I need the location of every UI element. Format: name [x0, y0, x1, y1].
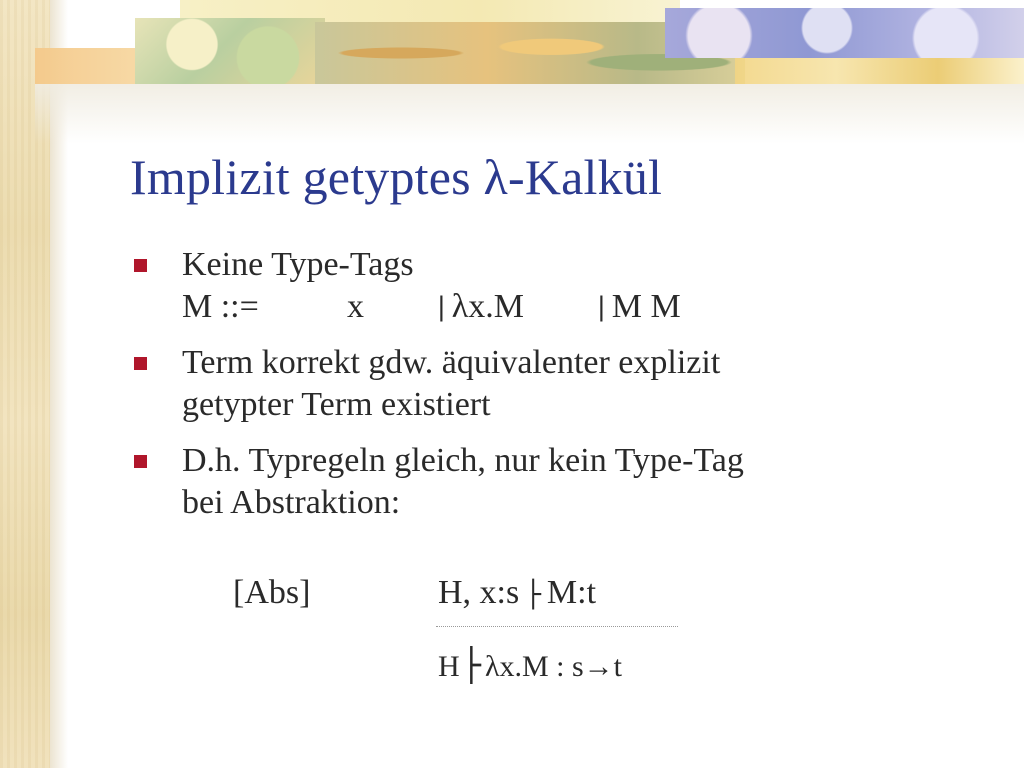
rule-conclusion — [438, 646, 622, 684]
grammar-separator: | — [597, 292, 606, 322]
rule-label: [Abs] — [233, 574, 311, 611]
inference-line — [436, 626, 678, 627]
grammar-lhs: M ::= — [182, 288, 259, 325]
bullet-text: Keine Type-Tags — [182, 246, 414, 283]
conclusion-context: H — [438, 650, 460, 683]
grammar-separator: | — [437, 292, 446, 322]
turnstile-icon: ├ — [525, 580, 541, 610]
bullet-text: Term korrekt gdw. äquivalenter explizit — [182, 344, 721, 381]
premise-context: H, x:s — [438, 574, 520, 611]
bullet-text: bei Abstraktion: — [182, 484, 401, 521]
bullet-text: getypter Term existiert — [182, 386, 491, 423]
grammar-alt-var: x — [347, 288, 364, 325]
top-decorative-banner — [35, 0, 1024, 88]
premise-judgement: M:t — [546, 574, 597, 611]
bullet-square-icon — [134, 455, 147, 468]
bullet-square-icon — [134, 259, 147, 272]
bullet-item — [132, 342, 992, 426]
bullet-square-icon — [134, 357, 147, 370]
conclusion-judgement: λx.M : s→t — [484, 650, 623, 683]
grammar-alt-abs: λx.M — [451, 288, 524, 325]
grammar-line — [182, 286, 992, 328]
bullet-list — [132, 244, 992, 538]
turnstile-icon: ├ — [461, 646, 481, 684]
rule-premise — [438, 574, 596, 612]
slide-title: Implizit getyptes λ-Kalkül — [130, 149, 663, 205]
bullet-item — [132, 440, 992, 524]
bullet-text: D.h. Typregeln gleich, nur kein Type-Tag — [182, 442, 744, 479]
bullet-item — [132, 244, 992, 328]
grammar-alt-app: M M — [611, 288, 681, 325]
